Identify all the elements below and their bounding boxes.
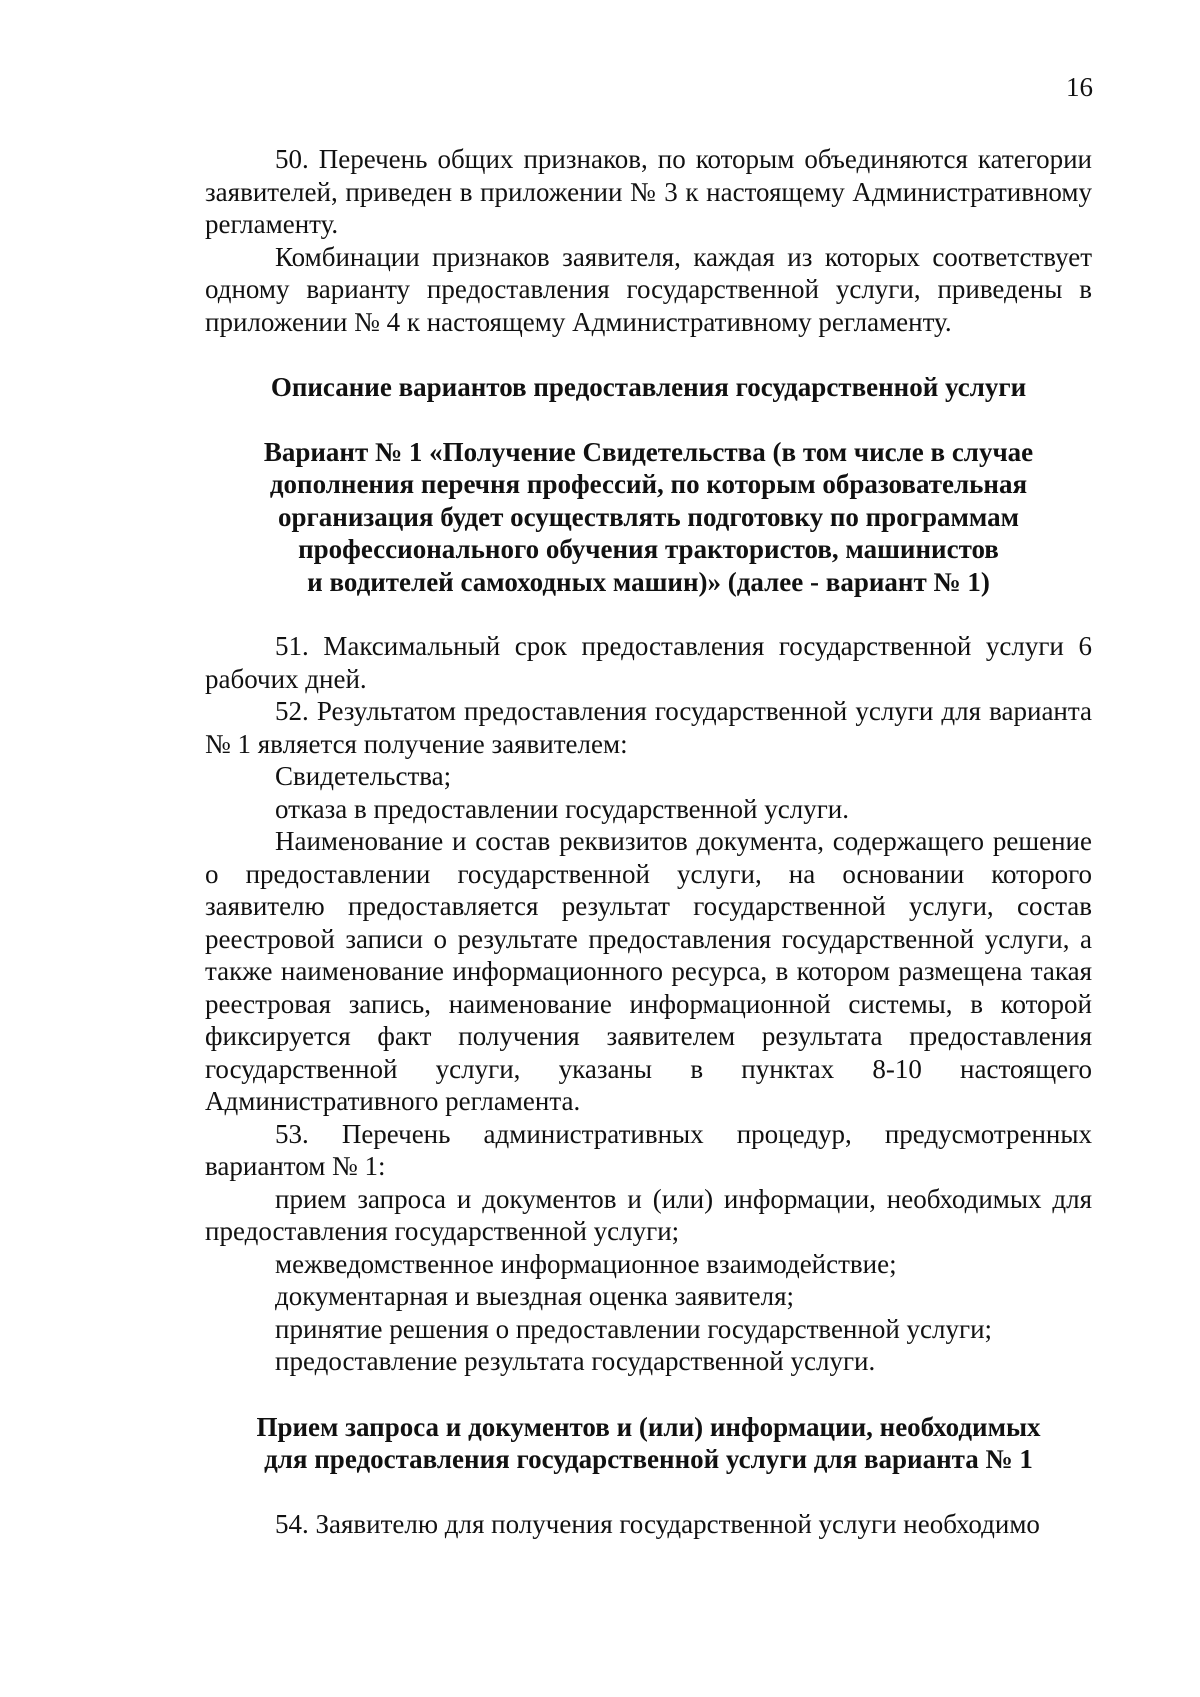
heading-line: Прием запроса и документов и (или) информации, необходимых: [256, 1411, 1041, 1442]
heading-line: профессионального обучения трактористов, машинистов: [298, 534, 999, 564]
section-heading-variants: Описание вариантов предоставления государственной услуги: [270, 372, 1027, 402]
list-item: документарная и выездная оценка заявителя;: [275, 1281, 795, 1311]
variant-1-heading: [205, 436, 1092, 599]
paragraph-50: 50. Перечень общих признаков, по которым объединяются категории заявителей, приведен в приложении № 3 к настоящему Административному регламенту.: [205, 144, 1092, 239]
paragraph-54: 54. Заявителю для получения государственной услуги необходимо: [275, 1508, 1040, 1539]
paragraph-52-details: Наименование и состав реквизитов документа, содержащего решение о предоставлении государственной услуги, на основании которого заявителю предоставляется результат государственной услуги, состав реестровой записи о результате предоставления государственной услуги, а также наименование информационного ресурса, в котором размещена такая реестровая запись, наименование информационной системы, в которой фиксируется факт получения заявителем результата предоставления государственной услуги, указаны в пунктах 8-10 настоящего Административного регламента.: [205, 826, 1092, 1116]
heading-line: для предоставления государственной услуги для варианта № 1: [264, 1444, 1033, 1474]
reception-heading: [205, 1411, 1092, 1476]
list-item: Свидетельства;: [275, 761, 452, 791]
heading-line: организация будет осуществлять подготовку по программам: [278, 501, 1019, 532]
heading-line: дополнения перечня профессий, по которым образовательная: [269, 469, 1028, 499]
paragraph-53: 53. Перечень административных процедур, предусмотренных вариантом № 1:: [205, 1118, 1092, 1181]
list-item: предоставление результата государственной услуги.: [275, 1346, 876, 1376]
paragraph-52: 52. Результатом предоставления государственной услуги для варианта № 1 является получение заявителем:: [205, 696, 1092, 759]
spacer: [205, 598, 1092, 630]
spacer: [205, 1476, 1092, 1508]
list-item: прием запроса и документов и (или) информации, необходимых для предоставления государственной услуги;: [205, 1183, 1092, 1246]
spacer: [205, 1378, 1092, 1411]
spacer: [205, 404, 1092, 436]
page-number: 16: [1066, 72, 1093, 102]
list-item: принятие решения о предоставлении государственной услуги;: [275, 1313, 993, 1344]
list-item: отказа в предоставлении государственной услуги.: [275, 793, 849, 824]
list-item: межведомственное информационное взаимодействие;: [275, 1248, 897, 1279]
document-body: [205, 143, 1092, 1540]
heading-line: и водителей самоходных машин)» (далее - вариант № 1): [307, 566, 990, 597]
paragraph-50-combinations: Комбинации признаков заявителя, каждая из которых соответствует одному варианту предоставления государственной услуги, приведены в приложении № 4 к настоящему Административному регламенту.: [205, 241, 1092, 337]
heading-line: Вариант № 1 «Получение Свидетельства (в том числе в случае: [263, 436, 1034, 467]
spacer: [205, 338, 1092, 371]
paragraph-51: 51. Максимальный срок предоставления государственной услуги 6 рабочих дней.: [205, 631, 1092, 694]
